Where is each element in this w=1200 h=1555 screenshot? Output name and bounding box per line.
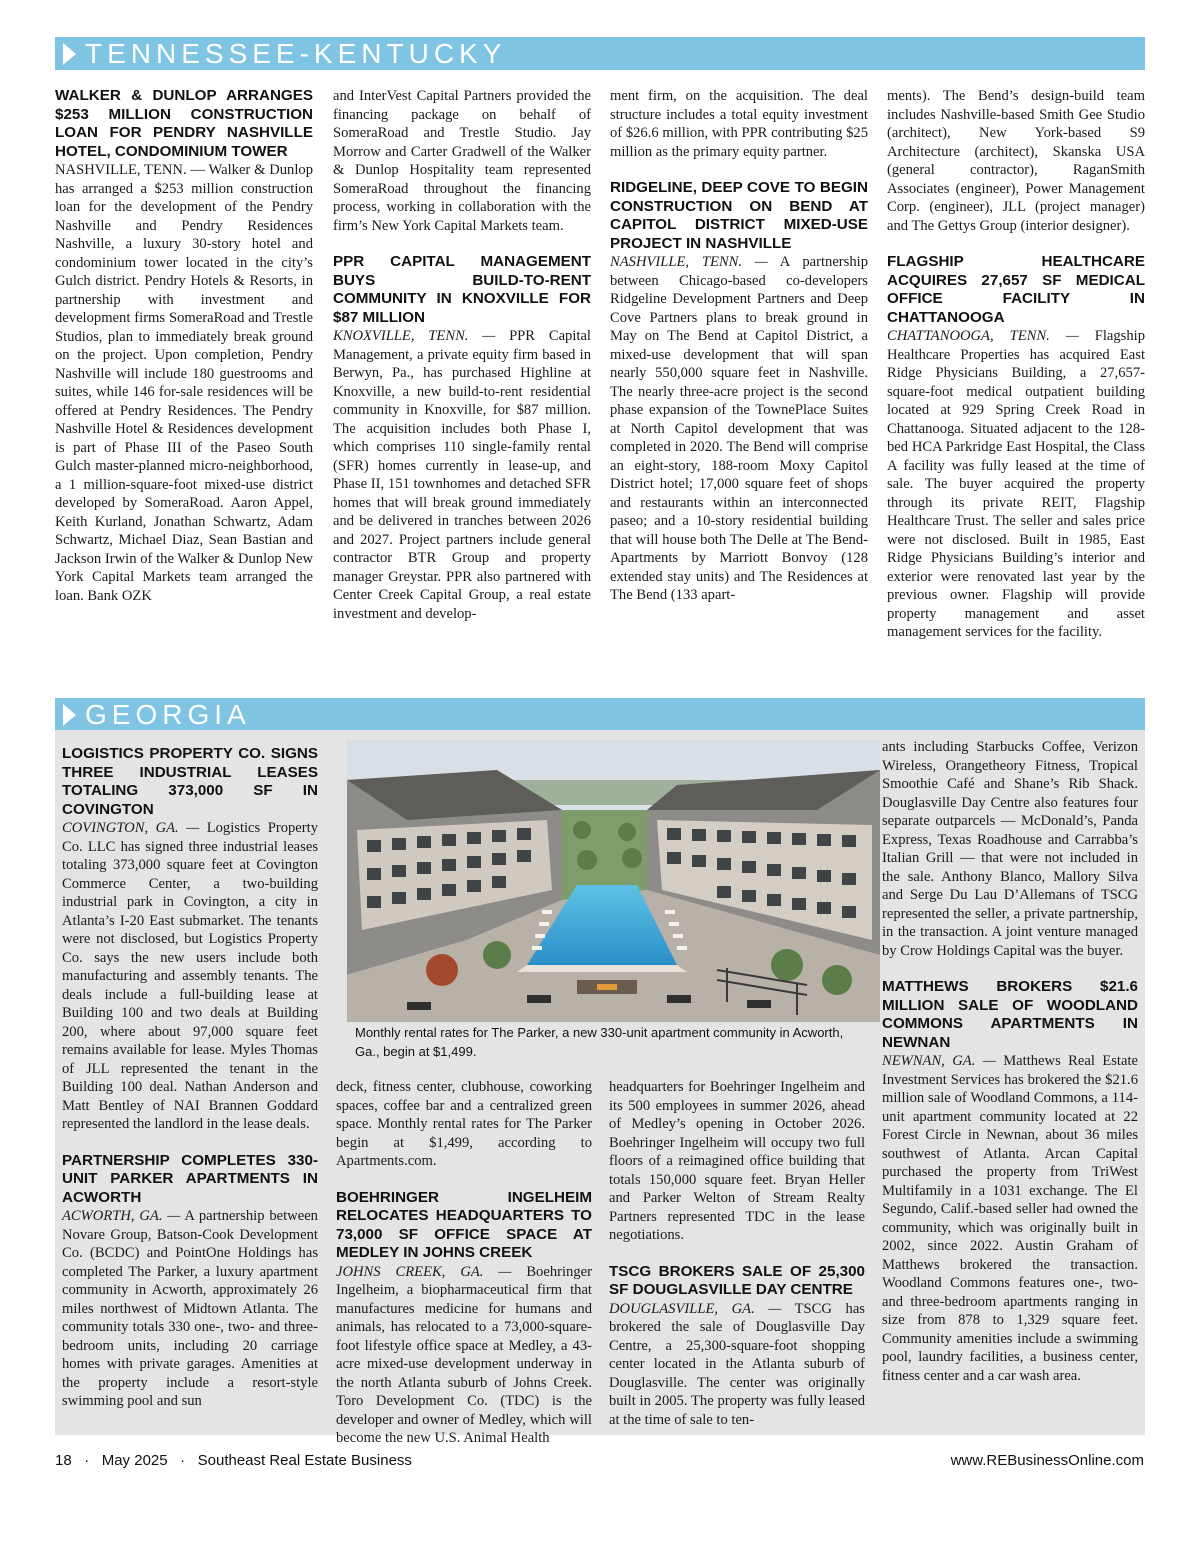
article-ridgeline-body: NASHVILLE, TENN. — A partnership between Chicago-based co-developers Ridgeline Development Partners and Deep Cove Partners plans to break ground in May on The Bend at Capitol District, a mixed-use development that will span nearly 550,000 square feet in Nashville. The nearly three-acre project is the second phase expansion of the TownePlace Suites at North Capitol development that was completed in 2020. The Bend will comprise an eight-story, 188-room Moxy Capitol District hotel; 17,000 square feet of shops and restaurants within an interconnected paseo; and a 10-story residential building that will house both The Delle at The Bend-Apartments by Marriott Bonvoy (128 extended stay units) and The Residences at The Bend (133 apart- <box>610 254 868 603</box>
headline-flagship: FLAGSHIP HEALTHCARE ACQUIRES 27,657 SF MEDICAL OFFICE FACILITY IN CHATTANOOGA <box>887 253 1145 326</box>
page-number: 18 <box>55 1452 72 1469</box>
column-tn-1 <box>55 87 313 605</box>
dateline: CHATTANOOGA, TENN. — <box>887 328 1079 344</box>
chevron-right-icon <box>63 704 76 726</box>
headline-tscg: TSCG BROKERS SALE OF 25,300 SF DOUGLASVILLE DAY CENTRE <box>609 1262 865 1298</box>
headline-ppr-capital: PPR CAPITAL MANAGEMENT BUYS BUILD-TO-RENT COMMUNITY IN KNOXVILLE FOR $87 MILLION <box>333 253 591 326</box>
footer-url[interactable]: www.REBusinessOnline.com <box>950 1452 1144 1469</box>
footer-left <box>55 1452 412 1469</box>
article-matthews-body: NEWNAN, GA. — Matthews Real Estate Investment Services has brokered the $21.6 million sale of Woodland Commons, a 114-unit apartment community located at 22 Forest Circle in Newnan, about 36 miles southwest of Atlanta. Arcan Capital purchased the property from TriWest Multifamily in a 1031 exchange. The El Segundo, Calif.-based seller had owned the community, which was originally built in 2002, since 2022. Austin Graham of Matthews brokered the transaction. Woodland Commons features one-, two- and three-bedroom apartments ranging in size from 878 to 1,329 square feet. Community amenities include a swimming pool, laundry facilities, a business center, fitness center and a car wash area. <box>882 1053 1138 1384</box>
article-tscg-body: DOUGLASVILLE, GA. — TSCG has brokered the sale of Douglasville Day Centre, a 25,300-square-foot shopping center located in the Atlanta suburb of Douglasville. The center was originally built in 2005. The property was fully leased at the time of sale to ten- <box>609 1300 865 1428</box>
article-parker-continued: deck, fitness center, clubhouse, coworking spaces, coffee bar and a centralized green space. Monthly rental rates for The Parker begin at $1,499, according to Apartments.com. <box>336 1079 592 1169</box>
dateline: JOHNS CREEK, GA. — <box>336 1263 512 1280</box>
headline-logistics-property: LOGISTICS PROPERTY CO. SIGNS THREE INDUSTRIAL LEASES TOTALING 373,000 SF IN COVINGTON <box>62 745 318 818</box>
column-ga-2 <box>336 1078 592 1448</box>
headline-parker: PARTNERSHIP COMPLETES 330-UNIT PARKER APARTMENTS IN ACWORTH <box>62 1151 318 1206</box>
section-title: GEORGIA <box>85 699 251 730</box>
article-tscg-continued: ants including Starbucks Coffee, Verizon Wireless, Orangetheory Fitness, Tropical Smoothie Café and Shane’s Rib Shack. Douglasville Day Centre also features four separate outparcels — McDonald’s, Panda Express, Texas Roadhouse and Carrabba’s Italian Grill — that were not included in the sale. Anthony Blanco, Mallory Silva and Serge Du Lau D’Allemans of TSCG represented the seller, a private partnership, in the transaction. A joint venture managed by Crow Holdings Capital was the buyer. <box>882 739 1138 959</box>
dateline: ACWORTH, GA. — <box>62 1208 181 1224</box>
dateline: DOUGLASVILLE, GA. — <box>609 1300 782 1317</box>
dateline: COVINGTON, GA. — <box>62 820 200 836</box>
column-ga-4 <box>882 738 1138 1385</box>
column-tn-2 <box>333 87 591 623</box>
separator: · <box>84 1452 90 1469</box>
separator: · <box>180 1452 186 1469</box>
headline-boehringer: BOEHRINGER INGELHEIM RELOCATES HEADQUARTERS TO 73,000 SF OFFICE SPACE AT MEDLEY IN JOHNS CREEK <box>336 1188 592 1261</box>
section-header-georgia <box>55 698 1145 731</box>
headline-ridgeline: RIDGELINE, DEEP COVE TO BEGIN CONSTRUCTION ON BEND AT CAPITOL DISTRICT MIXED-USE PROJECT IN NASHVILLE <box>610 179 868 252</box>
article-ppr-continued: ment firm, on the acquisition. The deal structure includes a total equity investment of $26.6 million, with PPR contributing $25 million as the primary equity partner. <box>610 88 868 160</box>
section-title: TENNESSEE-KENTUCKY <box>85 38 507 69</box>
article-flagship-body: CHATTANOOGA, TENN. — Flagship Healthcare Properties has acquired East Ridge Physicians Building, a 27,657-square-foot medical outpatient building located at 929 Spring Creek Road in Chattanooga. Situated adjacent to the 128-bed HCA Parkridge East Hospital, the Class A facility was fully leased at the time of sale. The buyer acquired the property through its private REIT, Flagship Healthcare Trust. The seller and sales price were not disclosed. Built in 1985, East Ridge Physicians Building’s interior and exterior were renovated last year by the previous owner. Flagship will provide property management and asset management services for the facility. <box>887 328 1145 640</box>
photo-caption: Monthly rental rates for The Parker, a new 330-unit apartment community in Acworth, Ga., begin at $1,499. <box>355 1025 844 1059</box>
headline-matthews: MATTHEWS BROKERS $21.6 MILLION SALE OF WOODLAND COMMONS APARTMENTS IN NEWNAN <box>882 978 1138 1051</box>
issue-date: May 2025 <box>101 1452 168 1469</box>
section-header-tennessee-kentucky <box>55 37 1145 70</box>
article-parker-body: ACWORTH, GA. — A partnership between Novare Group, Batson-Cook Development Co. (BCDC) and PointOne Holdings has completed The Parker, a luxury apartment community in Acworth, approximately 26 miles northwest of Midtown Atlanta. The community totals 330 one-, two- and three-bedroom units, including 20 carriage homes with private garages. Amenities at the property include a resort-style swimming pool and sun <box>62 1208 318 1409</box>
dateline: KNOXVILLE, TENN. — <box>333 328 496 344</box>
column-tn-4 <box>887 87 1145 642</box>
dateline: NASHVILLE, TENN. <box>55 162 187 178</box>
chevron-right-icon <box>63 43 76 65</box>
column-tn-3 <box>610 87 868 605</box>
article-ppr-body: KNOXVILLE, TENN. — PPR Capital Management, a private equity firm based in Berwyn, Pa., has purchased Highline at Knoxville, a new build-to-rent residential community in Knoxville, for $87 million. The acquisition includes both Phase I, which comprises 110 single-family rental (SFR) homes currently in lease-up, and Phase II, 151 townhomes and detached SFR homes that will break ground immediately and be delivered in tranches between 2026 and 2027. Project partners include general contractor BTR Group and property manager Greystar. PPR also partnered with Center Creek Capital Group, a real estate investment and develop- <box>333 328 591 622</box>
publication-name: Southeast Real Estate Business <box>197 1452 412 1469</box>
article-boehringer-continued: headquarters for Boehringer Ingelheim and its 500 employees in summer 2026, ahead of Medley’s opening in October 2026. Boehringer Ingelheim will occupy two full floors of a reimagined office building that totals 150,000 square feet. Bryan Heller and Parker Welton of Stream Realty Partners represented TDC in the lease negotiations. <box>609 1079 865 1243</box>
parker-apartments-photo <box>347 740 880 1022</box>
article-walker-dunlop-body: NASHVILLE, TENN. — Walker & Dunlop has arranged a $253 million construction loan for the development of the Pendry Nashville and Pendry Residences Nashville, a luxury 30-story hotel and condominium tower located in the city’s Gulch district. Pendry Hotels & Resorts, in partnership with investment and development firms SomeraRoad and Trestle Studios, plan to immediately break ground on the project. Upon completion, Pendry Nashville will include 180 guestrooms and suites, while 146 for-sale residences will be offered at Pendry Residences. The Pendry Nashville Hotel & Residences development is part of Phase III of the Paseo South Gulch master-planned micro-neighborhood, a 1 million-square-foot mixed-use district developed by SomeraRoad. Aaron Appel, Keith Kurland, Jonathan Schwartz, Adam Schwartz, Michael Diaz, Sean Bastian and Jackson Irwin of the Walker & Dunlop New York Capital Markets team arranged the loan. Bank OZK <box>55 162 313 604</box>
article-ridgeline-continued: ments). The Bend’s design-build team includes Nashville-based Smith Gee Studio (architect), New York-based S9 Architecture (architect), Skanska USA (general contractor), RaganSmith Associates (engineer), Power Management Corp. (engineer), JLL (project manager) and The Gettys Group (interior designer). <box>887 88 1145 234</box>
headline-walker-dunlop: WALKER & DUNLOP ARRANGES $253 MILLION CONSTRUCTION LOAN FOR PENDRY NASHVILLE HOTEL, CONDOMINIUM TOWER <box>55 87 313 160</box>
column-ga-1 <box>62 745 318 1411</box>
dateline: NASHVILLE, TENN. — <box>610 254 768 270</box>
dateline: NEWNAN, GA. — <box>882 1053 996 1069</box>
article-logistics-body: COVINGTON, GA. — Logistics Property Co. LLC has signed three industrial leases totaling 373,000 square feet at Covington Commerce Center, a two-building industrial park in Covington, a city in Atlanta’s I-20 East submarket. The tenants were not disclosed, but Logistics Property Co. says the new users include both manufacturing and assembly tenants. The deals include a full-building lease at Building 100 and two deals at Building 200, where about 97,000 square feet remains available for lease. Myles Thomas of JLL represented the tenant in the Building 100 deal. Nathan Anderson and Matt Bentley of NAI Brannen Goddard represented the landlord in the lease deals. <box>62 820 318 1132</box>
article-walker-dunlop-continued: and InterVest Capital Partners provided the financing package on behalf of SomeraRoad and Trestle Studio. Jay Morrow and Carter Gradwell of the Walker & Dunlop Hospitality team represented SomeraRoad throughout the financing process, working in collaboration with the firm’s New York Capital Markets team. <box>333 88 591 234</box>
column-ga-3 <box>609 1078 865 1429</box>
article-boehringer-body: JOHNS CREEK, GA. — Boehringer Ingelheim, a biopharmaceutical firm that manufactures medicine for humans and animals, has relocated to a 73,000-square-foot lifestyle office space at Medley, a 43-acre mixed-use development underway in the north Atlanta suburb of Johns Creek. Toro Development Co. (TDC) is the developer and owner of Medley, which will become the new U.S. Animal Health <box>336 1263 592 1446</box>
